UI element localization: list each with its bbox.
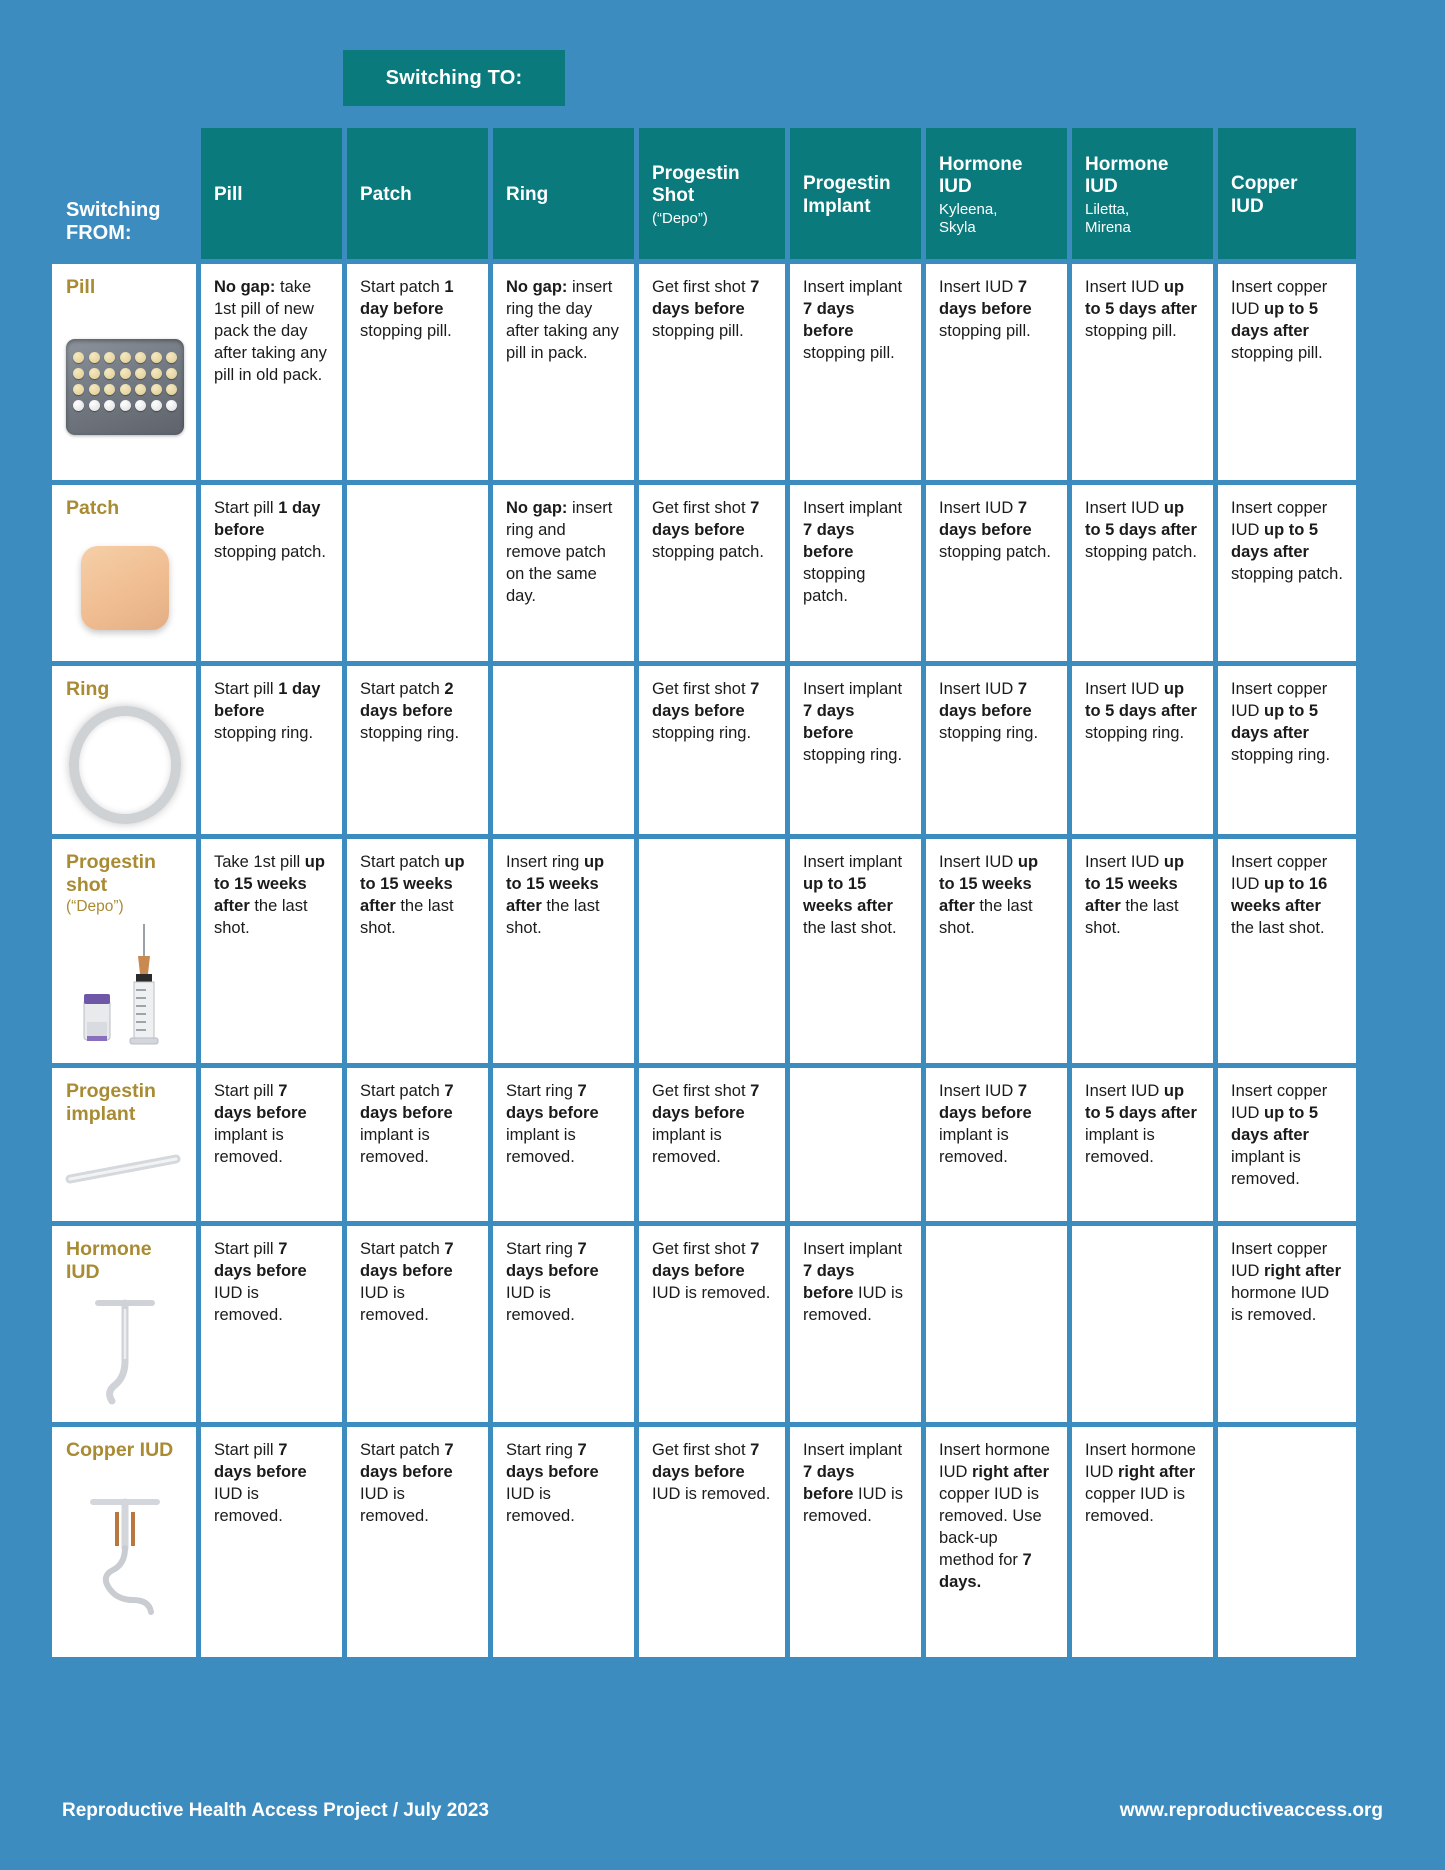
column-header-shot-title: Progestin Shot [652, 162, 740, 206]
cell-hormone_iud-to-pill: Start pill 7 days before IUD is removed. [201, 1226, 342, 1422]
syringe-vial-icon [70, 922, 180, 1053]
row-label: Progestin shot [66, 851, 156, 896]
ring-icon [69, 706, 181, 824]
row-icon-wrap [66, 519, 184, 651]
cell-pill-to-pill: No gap: take 1st pill of new pack the day after taking any pill in old pack. [201, 264, 342, 480]
column-header-hiud-ks-sub: Kyleena, Skyla [939, 201, 998, 237]
column-header-shot [639, 128, 785, 259]
cell-shot-to-patch: Start patch up to 15 weeks after the last shot. [347, 839, 488, 1063]
cell-ring-to-hiud_lm: Insert IUD up to 5 days after stopping ring. [1072, 666, 1213, 834]
cell-hormone_iud-to-ring: Start ring 7 days before IUD is removed. [493, 1226, 634, 1422]
cell-patch-to-ring: No gap: insert ring and remove patch on the same day. [493, 485, 634, 661]
cell-patch-to-patch [347, 485, 488, 661]
cell-shot-to-hiud_lm: Insert IUD up to 15 weeks after the last shot. [1072, 839, 1213, 1063]
row-header-hormone_iud [52, 1226, 196, 1422]
cell-shot-to-copper: Insert copper IUD up to 16 weeks after the last shot. [1218, 839, 1356, 1063]
row-label: Ring [66, 678, 110, 700]
cell-ring-to-patch: Start patch 2 days before stopping ring. [347, 666, 488, 834]
row-header-ring [52, 666, 196, 834]
cell-ring-to-copper: Insert copper IUD up to 5 days after stopping ring. [1218, 666, 1356, 834]
cell-ring-to-pill: Start pill 1 day before stopping ring. [201, 666, 342, 834]
column-header-patch [347, 128, 488, 259]
cell-ring-to-shot: Get first shot 7 days before stopping ring. [639, 666, 785, 834]
row-label: Hormone IUD [66, 1238, 152, 1283]
copper-iud-icon [75, 1490, 175, 1625]
switching-from-header [52, 128, 196, 259]
cell-implant-to-implant [790, 1068, 921, 1221]
footer-organization: Reproductive Health Access Project / July 2023 [62, 1800, 489, 1821]
table-row [52, 1427, 1390, 1657]
cell-hormone_iud-to-patch: Start patch 7 days before IUD is removed. [347, 1226, 488, 1422]
cell-hormone_iud-to-hiud_lm [1072, 1226, 1213, 1422]
table-row [52, 839, 1390, 1063]
column-header-implant-title: Progestin Implant [803, 173, 891, 217]
column-header-pill [201, 128, 342, 259]
cell-shot-to-pill: Take 1st pill up to 15 weeks after the last shot. [201, 839, 342, 1063]
cell-shot-to-ring: Insert ring up to 15 weeks after the last shot. [493, 839, 634, 1063]
methods-grid [52, 128, 1390, 1657]
row-header-pill [52, 264, 196, 480]
cell-implant-to-shot: Get first shot 7 days before implant is removed. [639, 1068, 785, 1221]
switching-from-line1: Switching [66, 199, 161, 221]
row-sublabel: (“Depo”) [66, 898, 124, 916]
cell-shot-to-shot [639, 839, 785, 1063]
method-rows-container [52, 264, 1390, 1657]
cell-copper_iud-to-patch: Start patch 7 days before IUD is removed. [347, 1427, 488, 1657]
cell-copper_iud-to-pill: Start pill 7 days before IUD is removed. [201, 1427, 342, 1657]
cell-patch-to-pill: Start pill 1 day before stopping patch. [201, 485, 342, 661]
column-header-row [52, 128, 1390, 259]
column-header-copper-iud [1218, 128, 1356, 259]
row-icon-wrap [66, 1462, 184, 1648]
footer [0, 1800, 1445, 1822]
cell-ring-to-hiud_ks: Insert IUD 7 days before stopping ring. [926, 666, 1067, 834]
row-header-shot [52, 839, 196, 1063]
implant-rod-icon [62, 1149, 188, 1194]
column-header-patch-title: Patch [360, 184, 412, 206]
cell-hormone_iud-to-hiud_ks [926, 1226, 1067, 1422]
pill-pack-icon [66, 339, 184, 435]
column-header-hiud-ks-title: Hormone IUD [939, 153, 1023, 197]
column-header-ring [493, 128, 634, 259]
cell-ring-to-implant: Insert implant 7 days before stopping ring. [790, 666, 921, 834]
row-label: Progestin implant [66, 1080, 156, 1125]
cell-copper_iud-to-ring: Start ring 7 days before IUD is removed. [493, 1427, 634, 1657]
cell-copper_iud-to-implant: Insert implant 7 days before IUD is removed. [790, 1427, 921, 1657]
row-icon-wrap [66, 700, 184, 824]
cell-hormone_iud-to-copper: Insert copper IUD right after hormone IUD is removed. [1218, 1226, 1356, 1422]
column-header-hiud-lm-sub: Liletta, Mirena [1085, 201, 1131, 237]
row-icon-wrap [66, 1125, 184, 1211]
column-header-hormone-iud-kyleena-skyla [926, 128, 1067, 259]
footer-website: www.reproductiveaccess.org [1119, 1800, 1383, 1821]
cell-implant-to-copper: Insert copper IUD up to 5 days after implant is removed. [1218, 1068, 1356, 1221]
cell-copper_iud-to-hiud_ks: Insert hormone IUD right after copper IUD is removed. Use back-up method for 7 days. [926, 1427, 1067, 1657]
switching-from-line2: FROM: [66, 222, 132, 244]
cell-patch-to-shot: Get first shot 7 days before stopping patch. [639, 485, 785, 661]
table-row [52, 485, 1390, 661]
cell-pill-to-patch: Start patch 1 day before stopping pill. [347, 264, 488, 480]
column-header-copper-title: Copper IUD [1231, 173, 1298, 217]
row-label: Copper IUD [66, 1439, 174, 1462]
table-row [52, 1226, 1390, 1422]
row-header-patch [52, 485, 196, 661]
table-row [52, 1068, 1390, 1221]
switching-to-banner [343, 50, 565, 106]
row-icon-wrap [66, 916, 184, 1053]
cell-pill-to-implant: Insert implant 7 days before stopping pill. [790, 264, 921, 480]
row-icon-wrap [66, 298, 184, 470]
cell-pill-to-hiud_ks: Insert IUD 7 days before stopping pill. [926, 264, 1067, 480]
column-header-implant [790, 128, 921, 259]
row-header-implant [52, 1068, 196, 1221]
cell-implant-to-hiud_lm: Insert IUD up to 5 days after implant is removed. [1072, 1068, 1213, 1221]
cell-pill-to-copper: Insert copper IUD up to 5 days after stopping pill. [1218, 264, 1356, 480]
cell-patch-to-hiud_ks: Insert IUD 7 days before stopping patch. [926, 485, 1067, 661]
cell-patch-to-implant: Insert implant 7 days before stopping patch. [790, 485, 921, 661]
cell-ring-to-ring [493, 666, 634, 834]
column-header-hiud-lm-title: Hormone IUD [1085, 153, 1169, 197]
hormone-iud-icon [82, 1289, 168, 1412]
switching-to-label: Switching TO: [385, 66, 523, 89]
patch-icon [81, 546, 169, 630]
cell-pill-to-hiud_lm: Insert IUD up to 5 days after stopping pill. [1072, 264, 1213, 480]
column-header-shot-sub: (“Depo”) [652, 210, 708, 228]
cell-implant-to-patch: Start patch 7 days before implant is removed. [347, 1068, 488, 1221]
cell-shot-to-implant: Insert implant up to 15 weeks after the last shot. [790, 839, 921, 1063]
cell-implant-to-ring: Start ring 7 days before implant is removed. [493, 1068, 634, 1221]
cell-shot-to-hiud_ks: Insert IUD up to 15 weeks after the last shot. [926, 839, 1067, 1063]
column-header-ring-title: Ring [506, 184, 549, 206]
row-label: Patch [66, 497, 120, 519]
row-header-copper_iud [52, 1427, 196, 1657]
cell-pill-to-ring: No gap: insert ring the day after taking any pill in pack. [493, 264, 634, 480]
row-label: Pill [66, 276, 96, 298]
cell-copper_iud-to-shot: Get first shot 7 days before IUD is removed. [639, 1427, 785, 1657]
cell-copper_iud-to-hiud_lm: Insert hormone IUD right after copper IUD is removed. [1072, 1427, 1213, 1657]
cell-pill-to-shot: Get first shot 7 days before stopping pill. [639, 264, 785, 480]
cell-patch-to-copper: Insert copper IUD up to 5 days after stopping patch. [1218, 485, 1356, 661]
row-icon-wrap [66, 1283, 184, 1412]
cell-hormone_iud-to-shot: Get first shot 7 days before IUD is removed. [639, 1226, 785, 1422]
column-header-hormone-iud-liletta-mirena [1072, 128, 1213, 259]
cell-copper_iud-to-copper [1218, 1427, 1356, 1657]
column-header-pill-title: Pill [214, 184, 243, 206]
cell-implant-to-pill: Start pill 7 days before implant is removed. [201, 1068, 342, 1221]
table-row [52, 264, 1390, 480]
table-row [52, 666, 1390, 834]
cell-hormone_iud-to-implant: Insert implant 7 days before IUD is removed. [790, 1226, 921, 1422]
cell-implant-to-hiud_ks: Insert IUD 7 days before implant is removed. [926, 1068, 1067, 1221]
cell-patch-to-hiud_lm: Insert IUD up to 5 days after stopping patch. [1072, 485, 1213, 661]
